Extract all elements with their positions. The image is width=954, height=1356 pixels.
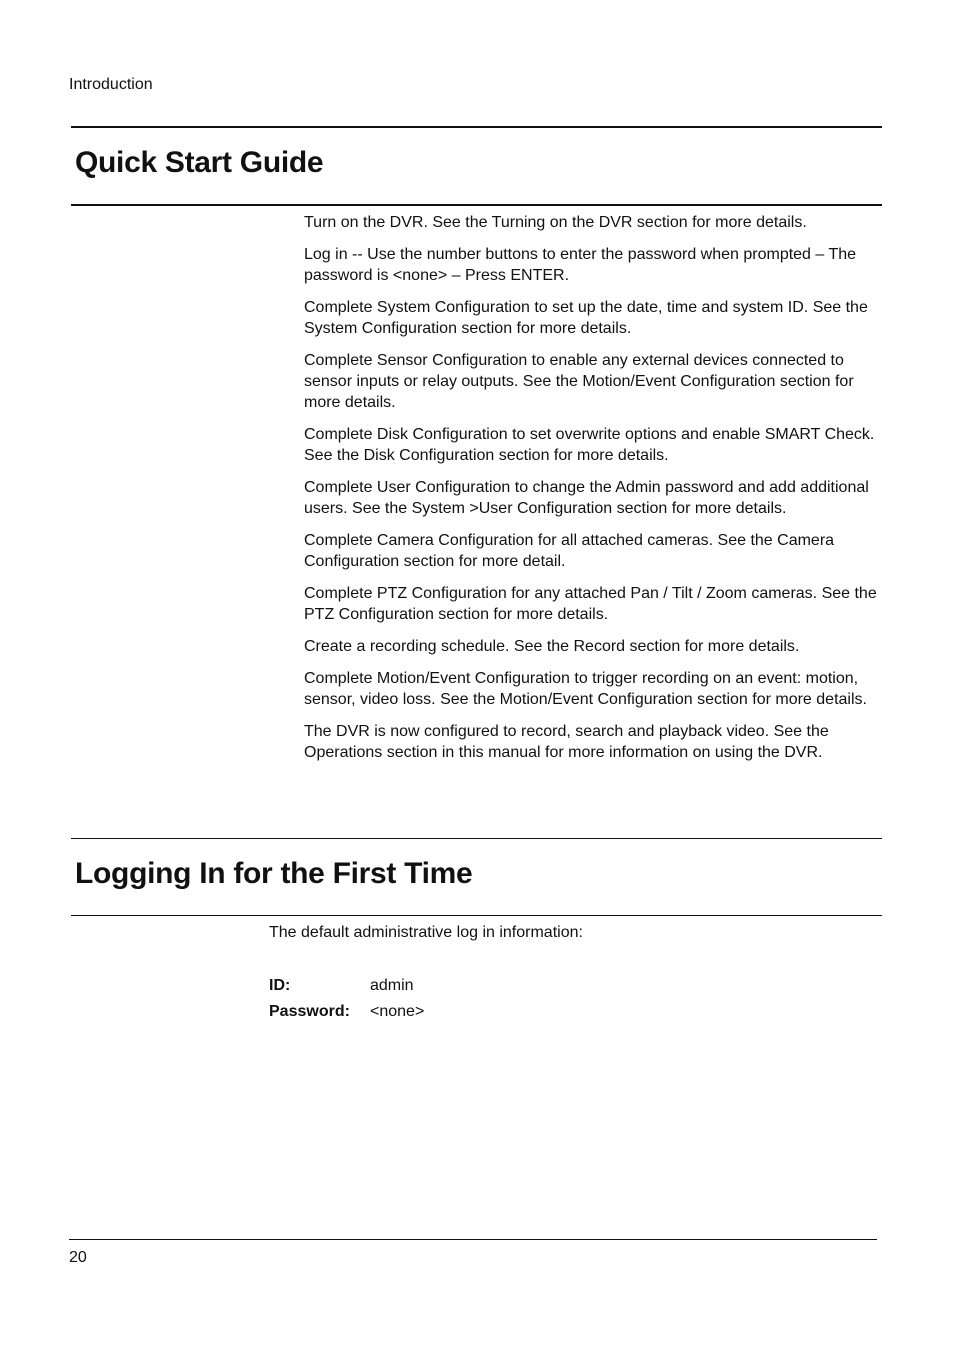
step-item: Complete Motion/Event Configuration to trigger recording on an event: motion, sensor, video loss. See the Motion/Event Configuration section for more details. xyxy=(304,670,867,708)
quick-start-steps xyxy=(304,212,884,774)
section-rule-top xyxy=(71,838,882,839)
password-label: Password: xyxy=(269,1003,350,1020)
step-item: Complete PTZ Configuration for any attached Pan / Tilt / Zoom cameras. See the PTZ Configuration section for more details. xyxy=(304,585,877,623)
password-value: <none> xyxy=(370,1003,425,1020)
step-item: Log in -- Use the number buttons to enter the password when prompted – The password is <none> – Press ENTER. xyxy=(304,246,857,284)
step-item: Turn on the DVR. See the Turning on the DVR section for more details. xyxy=(304,214,807,231)
credential-id-row xyxy=(269,977,414,995)
step-item: Complete Camera Configuration for all attached cameras. See the Camera Configuration section for more detail. xyxy=(304,532,835,570)
step-item: Complete System Configuration to set up the date, time and system ID. See the System Configuration section for more details. xyxy=(304,299,868,337)
login-intro: The default administrative log in information: xyxy=(269,924,583,941)
credential-password-row xyxy=(269,1003,424,1021)
section-rule-top xyxy=(71,126,882,128)
step-item: Complete Disk Configuration to set overwrite options and enable SMART Check. See the Disk Configuration section for more details. xyxy=(304,426,875,464)
first-login-title: Logging In for the First Time xyxy=(75,857,473,890)
page-number: 20 xyxy=(69,1249,87,1266)
running-header: Introduction xyxy=(69,76,153,93)
step-item: Create a recording schedule. See the Record section for more details. xyxy=(304,638,800,655)
footer-rule xyxy=(69,1239,877,1240)
quick-start-title: Quick Start Guide xyxy=(75,146,324,179)
id-value: admin xyxy=(370,977,414,994)
section-rule-bottom xyxy=(71,204,882,206)
step-item: The DVR is now configured to record, search and playback video. See the Operations section in this manual for more information on using the DVR. xyxy=(304,723,829,761)
step-item: Complete User Configuration to change the Admin password and add additional users. See the System >User Configuration section for more details. xyxy=(304,479,869,517)
step-item: Complete Sensor Configuration to enable any external devices connected to sensor inputs or relay outputs. See the Motion/Event Configuration section for more details. xyxy=(304,352,854,411)
section-rule-bottom xyxy=(71,915,882,916)
id-label: ID: xyxy=(269,977,291,994)
